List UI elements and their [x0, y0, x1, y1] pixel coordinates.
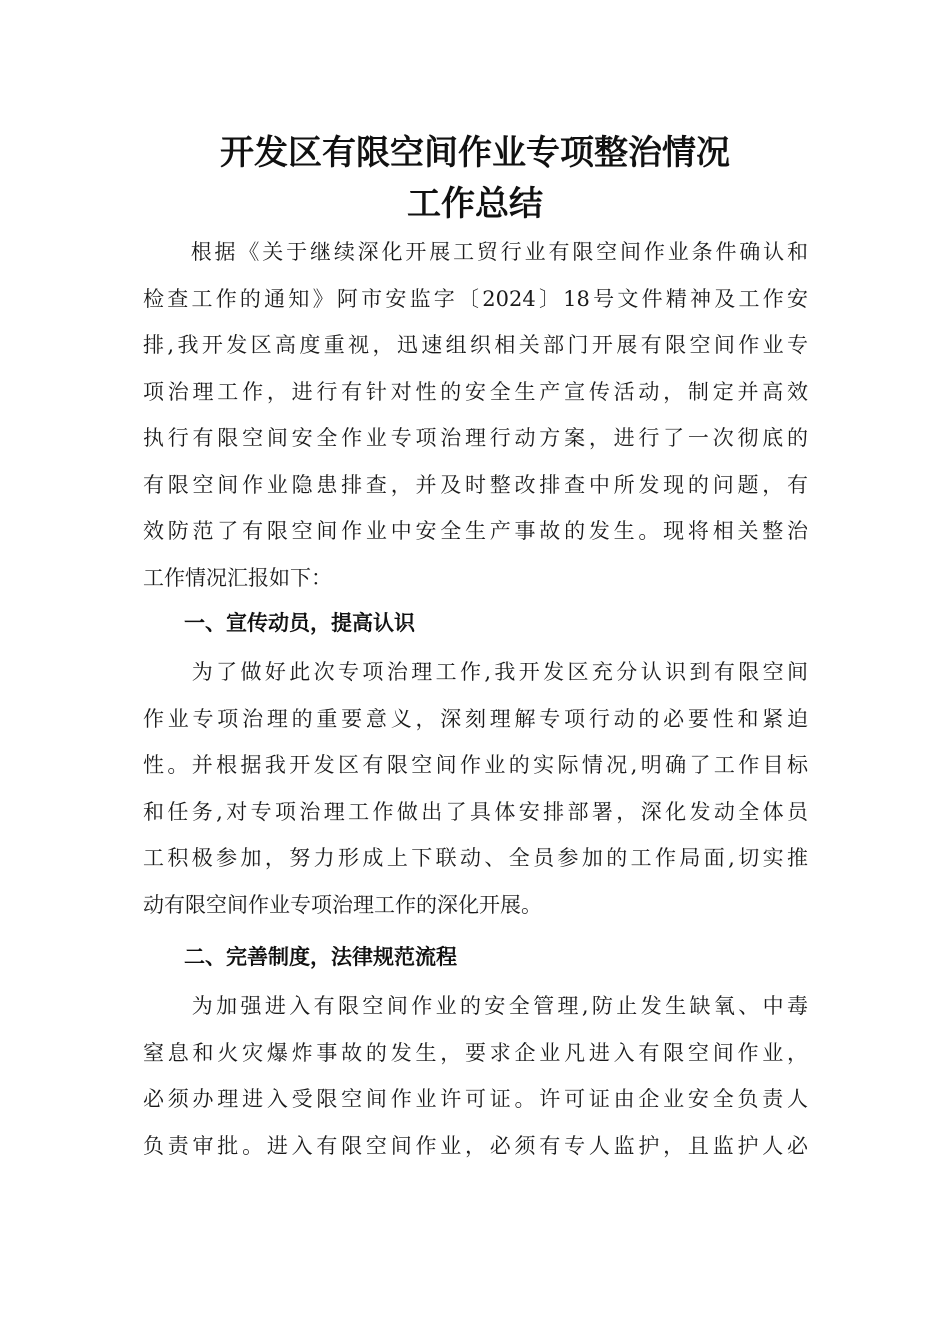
intro-paragraph-line: 根据《关于继续深化开展工贸行业有限空间作业条件确认和: [143, 240, 808, 264]
section-1-paragraph-line: 和任务,对专项治理工作做出了具体安排部署，深化发动全体员: [143, 800, 808, 824]
section-2-heading: 二、完善制度，法律规范流程: [184, 945, 457, 969]
section-2-paragraph-line: 负责审批。进入有限空间作业，必须有专人监护，且监护人必: [143, 1134, 808, 1158]
section-1-paragraph-line: 工积极参加，努力形成上下联动、全员参加的工作局面,切实推: [143, 846, 808, 870]
section-1-paragraph-line: 性。并根据我开发区有限空间作业的实际情况,明确了工作目标: [143, 753, 808, 777]
intro-paragraph-line: 检查工作的通知》阿市安监字〔2024〕18号文件精神及工作安: [143, 287, 808, 311]
section-1-paragraph-line: 动有限空间作业专项治理工作的深化开展。: [143, 893, 542, 917]
section-2-paragraph-line: 为加强进入有限空间作业的安全管理,防止发生缺氧、中毒: [143, 994, 808, 1018]
section-1-paragraph-line: 为了做好此次专项治理工作,我开发区充分认识到有限空间: [143, 660, 808, 684]
intro-paragraph-line: 项治理工作，进行有针对性的安全生产宣传活动，制定并高效: [143, 380, 808, 404]
intro-paragraph-line: 排,我开发区高度重视，迅速组织相关部门开展有限空间作业专: [143, 333, 808, 357]
intro-paragraph-line: 有限空间作业隐患排查，并及时整改排查中所发现的问题，有: [143, 473, 808, 497]
document-title-line-1: 开发区有限空间作业专项整治情况: [220, 133, 730, 173]
section-1-heading: 一、宣传动员，提高认识: [184, 611, 415, 635]
section-2-paragraph-line: 必须办理进入受限空间作业许可证。许可证由企业安全负责人: [143, 1087, 808, 1111]
intro-paragraph-line: 工作情况汇报如下：: [143, 566, 332, 590]
document-title-line-2: 工作总结: [407, 184, 543, 224]
intro-paragraph-line: 执行有限空间安全作业专项治理行动方案，进行了一次彻底的: [143, 426, 808, 450]
section-2-paragraph-line: 窒息和火灾爆炸事故的发生，要求企业凡进入有限空间作业，: [143, 1041, 808, 1065]
intro-paragraph-line: 效防范了有限空间作业中安全生产事故的发生。现将相关整治: [143, 519, 808, 543]
section-1-paragraph-line: 作业专项治理的重要意义，深刻理解专项行动的必要性和紧迫: [143, 707, 808, 731]
